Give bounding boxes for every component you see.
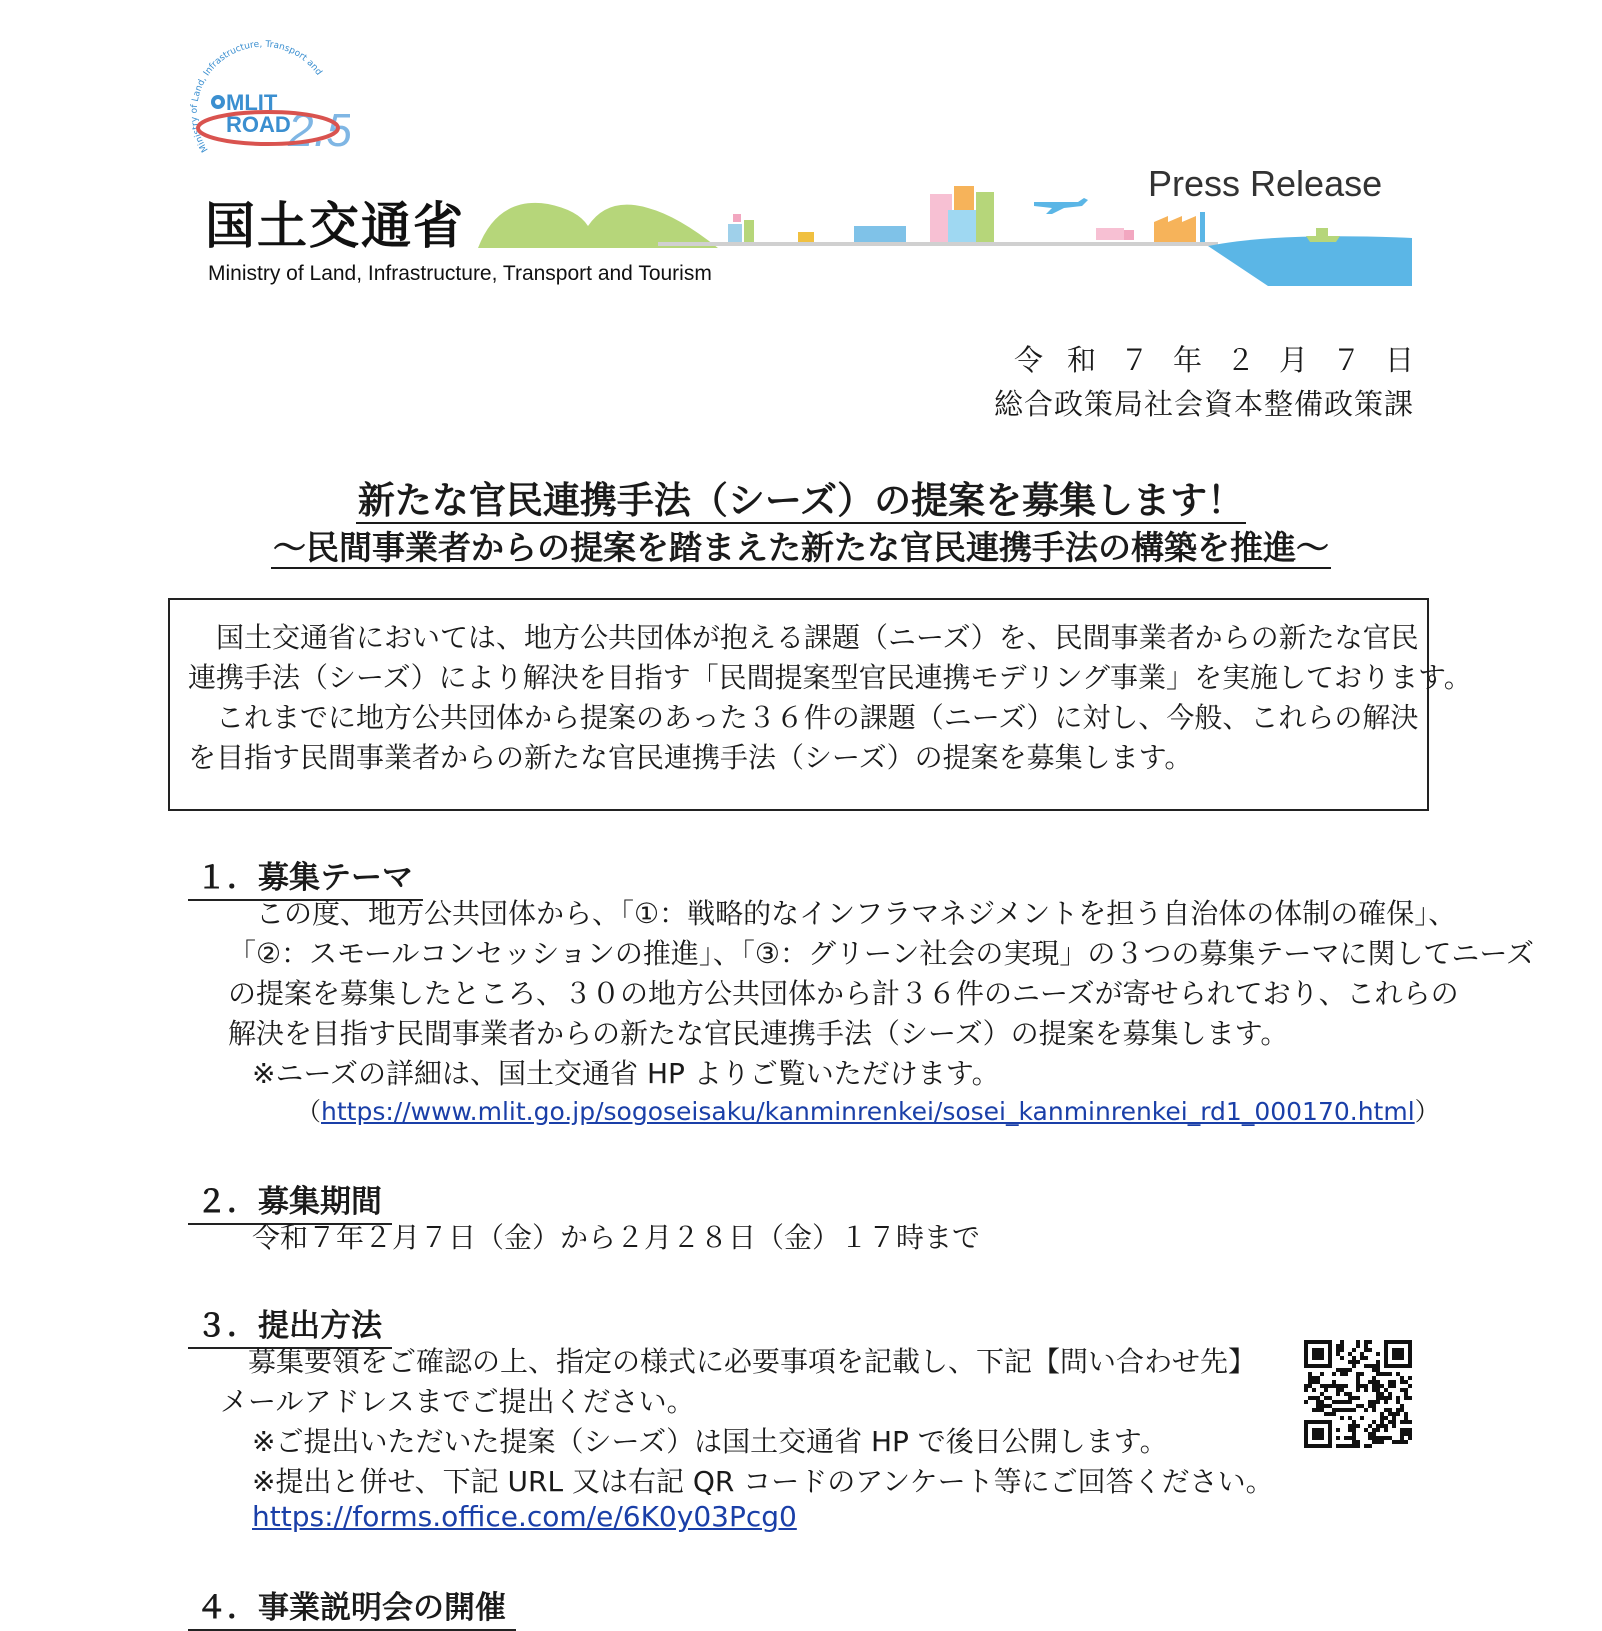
main-title-text: 新たな官民連携手法（シーズ）の提案を募集します！ — [357, 479, 1245, 522]
needs-link-line — [296, 1092, 1440, 1128]
svg-text:2.5: 2.5 — [288, 104, 350, 156]
section-heading-briefing-session — [188, 1582, 516, 1631]
mlit-road-logo — [190, 40, 350, 180]
department-name: 総合政策局社会資本整備政策課 — [993, 387, 1414, 421]
section-heading-text: ２．募集期間 — [188, 1176, 392, 1225]
main-title — [0, 470, 1602, 524]
link-close-paren: ） — [1414, 1097, 1440, 1126]
subtitle — [0, 522, 1602, 569]
summary-line: 連携手法（シーズ）により解決を目指す「民間提案型官民連携モデリング事業」を実施しております。 — [188, 661, 1472, 694]
recruitment-period: 令和７年２月７日（金）から２月２８日（金）１７時まで — [252, 1221, 981, 1254]
press-release-label: Press Release — [1148, 163, 1383, 204]
svg-text:ROAD: ROAD — [226, 112, 291, 137]
section1-line: 解決を目指す民間事業者からの新たな官民連携手法（シーズ）の提案を募集します。 — [228, 1017, 1289, 1050]
publication-note: ※ご提出いただいた提案（シーズ）は国土交通省 HP で後日公開します。 — [252, 1425, 1168, 1458]
svg-text:Ministry of Land, Infrastructu: Ministry of Land, Infrastructure, Transport and — [190, 40, 324, 154]
summary-line: 国土交通省においては、地方公共団体が抱える課題（ニーズ）を、民間事業者からの新たな官民 — [188, 621, 1419, 654]
landscape-illustration — [478, 186, 1412, 286]
section-heading-text: ３．提出方法 — [188, 1300, 392, 1349]
section1-line: この度、地方公共団体から、「①：戦略的なインフラマネジメントを担う自治体の体制の確保」、 — [228, 897, 1457, 930]
survey-note: ※提出と併せ、下記 URL 又は右記 QR コードのアンケート等にご回答ください。 — [252, 1465, 1274, 1498]
section-heading-text: ４．事業説明会の開催 — [188, 1582, 516, 1631]
summary-box — [168, 598, 1472, 811]
section1-line: 「②：スモールコンセッションの推進」、「③：グリーン社会の実現」の３つの募集テーマに関してニーズ — [228, 937, 1535, 970]
link-open-paren: （ — [296, 1097, 322, 1126]
section-heading-text: １．募集テーマ — [188, 852, 423, 901]
ministry-name-english: Ministry of Land, Infrastructure, Transport and Tourism — [208, 262, 712, 285]
ministry-name-japanese: 国土交通省 — [205, 197, 465, 255]
section1-line: の提案を募集したところ、３０の地方公共団体から計３６件のニーズが寄せられており、これらの — [228, 977, 1459, 1010]
summary-line: を目指す民間事業者からの新たな官民連携手法（シーズ）の提案を募集します。 — [188, 741, 1193, 774]
subtitle-text: ～民間事業者からの提案を踏まえた新たな官民連携手法の構築を推進～ — [273, 528, 1329, 567]
release-date: 令和７年２月７日 — [1013, 343, 1438, 377]
svg-text:MLIT: MLIT — [226, 90, 278, 115]
section3-line: 募集要領をご確認の上、指定の様式に必要事項を記載し、下記【問い合わせ先】 — [220, 1345, 1257, 1378]
qr-code[interactable] — [1304, 1340, 1412, 1448]
survey-form-link[interactable]: https://forms.office.com/e/6K0y03Pcg0 — [252, 1500, 797, 1533]
needs-detail-note: ※ニーズの詳細は、国土交通省 HP よりご覧いただけます。 — [252, 1057, 1000, 1090]
summary-line: これまでに地方公共団体から提案のあった３６件の課題（ニーズ）に対し、今般、これらの解決 — [188, 701, 1419, 734]
needs-detail-link[interactable]: https://www.mlit.go.jp/sogoseisaku/kanminrenkei/sosei_kanminrenkei_rd1_000170.html — [321, 1097, 1415, 1126]
section3-line: メールアドレスまでご提出ください。 — [220, 1385, 695, 1418]
